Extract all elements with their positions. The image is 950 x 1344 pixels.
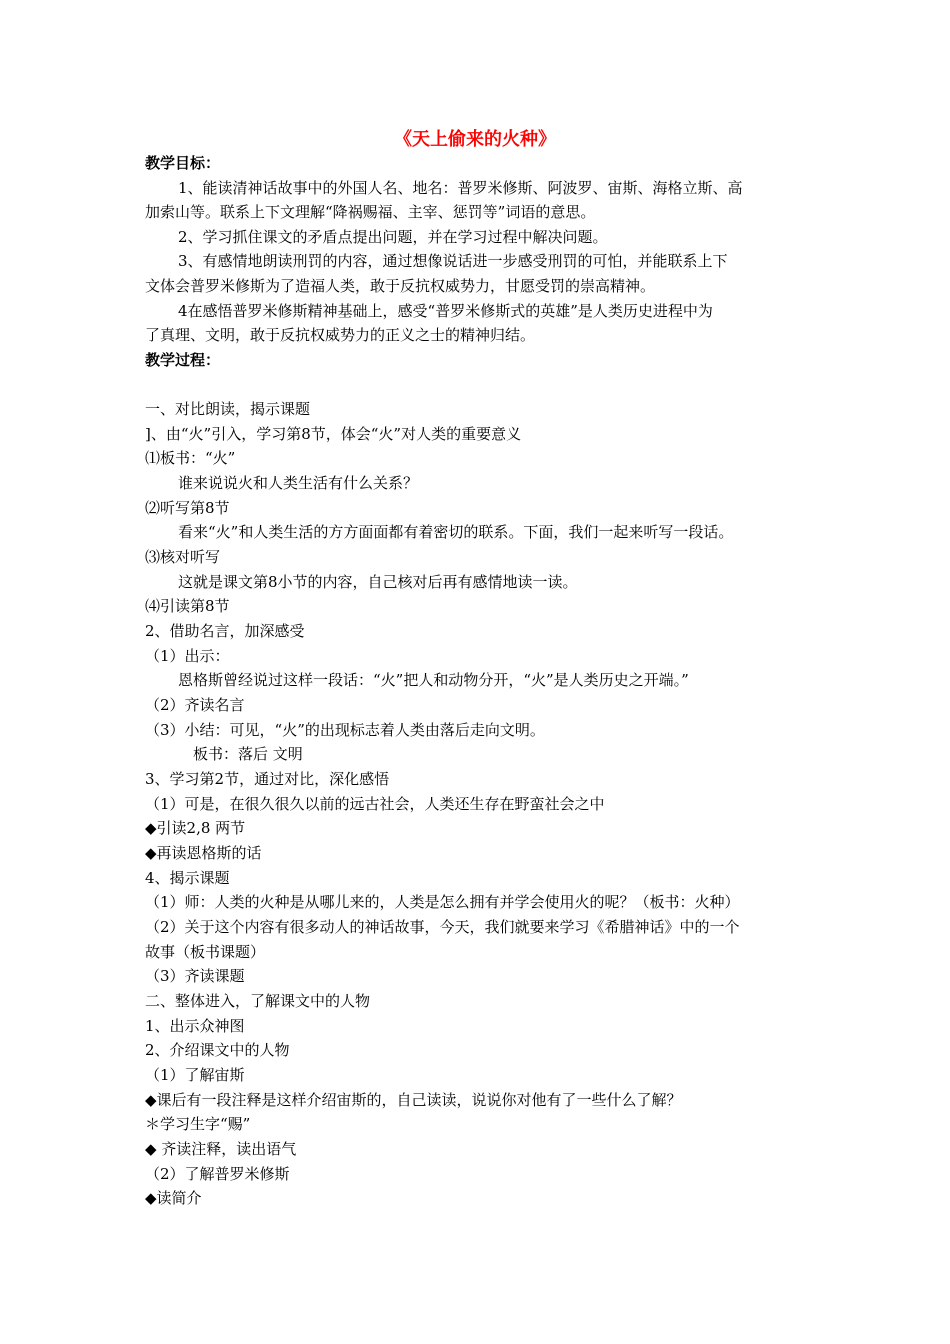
process-line: ◆课后有一段注释是这样介绍宙斯的，自己读读，说说你对他有了一些什么了解？ (145, 1091, 682, 1109)
process-line: ＊学习生字“赐” (145, 1115, 251, 1133)
objective-line: 加索山等。联系上下文理解“降祸赐福、主宰、惩罚等”词语的意思。 (145, 203, 596, 221)
process-line: ◆ 齐读注释，读出语气 (145, 1140, 297, 1158)
process-line: 板书：落后 文明 (193, 745, 303, 763)
process-line: 恩格斯曾经说过这样一段话：“火”把人和动物分开，“火”是人类历史之开端。” (178, 671, 689, 689)
process-line: 谁来说说火和人类生活有什么关系？ (178, 474, 419, 492)
process-line: ⑶核对听写 (145, 548, 221, 566)
process-line: （2）关于这个内容有很多动人的神话故事，今天，我们就要来学习《希腊神话》中的一个 (145, 918, 740, 936)
objectives-heading: 教学目标： (145, 154, 221, 172)
process-line: 4、揭示课题 (145, 869, 230, 887)
objective-line: 文体会普罗米修斯为了造福人类，敢于反抗权威势力，甘愿受罚的崇高精神。 (145, 277, 656, 295)
process-line: 1、出示众神图 (145, 1017, 245, 1035)
process-line: ]、由“火”引入，学习第8节，体会“火”对人类的重要意义 (145, 425, 522, 443)
process-line: 一、对比朗读，揭示课题 (145, 400, 311, 418)
document-title: 《天上偷来的火种》 (394, 129, 556, 150)
process-line: ⑷引读第8节 (145, 597, 230, 615)
process-line: （2）齐读名言 (145, 696, 245, 714)
objective-line: 4在感悟普罗米修斯精神基础上，感受“普罗米修斯式的英雄”是人类历史进程中为 (178, 302, 713, 320)
process-line: 二、整体进入，了解课文中的人物 (145, 992, 371, 1010)
process-line: ◆再读恩格斯的话 (145, 844, 262, 862)
process-line: （1）师：人类的火种是从哪儿来的，人类是怎么拥有并学会使用火的呢？（板书：火种） (145, 893, 740, 911)
process-line: （2）了解普罗米修斯 (145, 1165, 290, 1183)
process-line: ◆读简介 (145, 1189, 202, 1207)
process-line: 这就是课文第8小节的内容，自己核对后再有感情地读一读。 (178, 573, 578, 591)
process-line: （1）可是，在很久很久以前的远古社会，人类还生存在野蛮社会之中 (145, 795, 605, 813)
objective-line: 了真理、文明，敢于反抗权威势力的正义之士的精神归结。 (145, 326, 536, 344)
process-line: （1）出示： (145, 647, 230, 665)
process-line: ◆引读2,8 两节 (145, 819, 246, 837)
process-line: （1）了解宙斯 (145, 1066, 245, 1084)
process-line: ⑵听写第8节 (145, 499, 230, 517)
process-heading: 教学过程： (145, 351, 221, 369)
objective-line: 1、能读清神话故事中的外国人名、地名：普罗米修斯、阿波罗、宙斯、海格立斯、高 (178, 179, 743, 197)
process-line: 3、学习第2节，通过对比，深化感悟 (145, 770, 390, 788)
process-line: 看来“火”和人类生活的方方面面都有着密切的联系。下面，我们一起来听写一段话。 (178, 523, 734, 541)
process-line: ⑴板书：“火” (145, 449, 236, 467)
process-line: 故事（板书课题） (145, 943, 266, 961)
process-line: （3）小结：可见，“火”的出现标志着人类由落后走向文明。 (145, 721, 545, 739)
objective-line: 2、学习抓住课文的矛盾点提出问题，并在学习过程中解决问题。 (178, 228, 608, 246)
objective-line: 3、有感情地朗读刑罚的内容，通过想像说话进一步感受刑罚的可怕，并能联系上下 (178, 252, 728, 270)
process-line: （3）齐读课题 (145, 967, 245, 985)
process-line: 2、介绍课文中的人物 (145, 1041, 290, 1059)
process-line: 2、借助名言，加深感受 (145, 622, 305, 640)
